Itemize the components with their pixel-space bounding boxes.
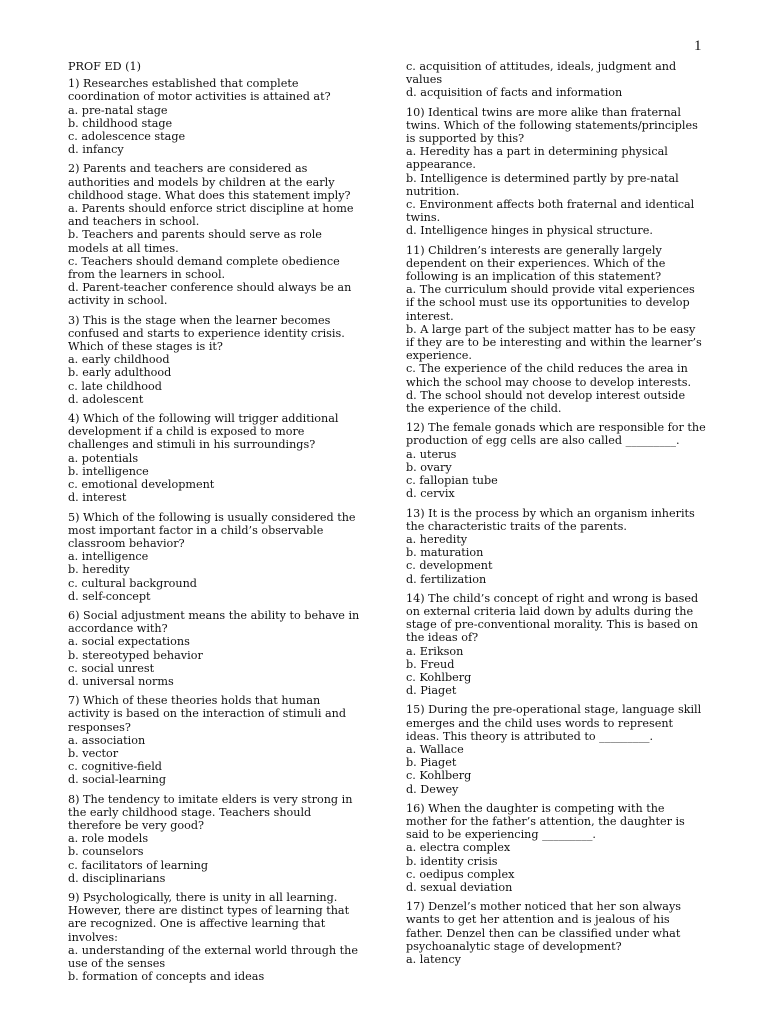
question-stem: 8) The tendency to imitate elders is very strong in the early childhood stage. Teachers should therefore be very good? [68,792,353,832]
question-stem: 12) The female gonads which are responsible for the production of egg cells are also called _________. [406,421,706,448]
question-block [68,77,364,156]
answer-option: c. cultural background [68,576,197,590]
question-block [68,314,364,406]
answer-option: c. cognitive-field [68,760,162,774]
answer-option: b. identity crisis [406,854,498,868]
answer-option: c. acquisition of attitudes, ideals, judgment and values [406,60,677,87]
answer-option: d. Dewey [406,782,459,796]
left-question-list [68,77,364,983]
question-block [406,106,706,238]
question-stem: 15) During the pre-operational stage, language skill emerges and the child uses words to represent ideas. This theory is attributed to _________. [406,703,702,743]
answer-option: c. facilitators of learning [68,858,209,872]
question-block [406,507,706,586]
answer-option: d. interest [68,491,127,505]
answer-option: a. uterus [406,447,457,461]
question-stem: 13) It is the process by which an organism inherits the characteristic traits of the parents. [406,506,695,533]
answer-option: b. maturation [406,546,484,560]
answer-option: b. heredity [68,563,130,577]
question-block [406,244,706,416]
answer-option: d. acquisition of facts and information [406,86,623,100]
question-block [68,891,364,983]
answer-option: d. universal norms [68,674,174,688]
answer-option: b. A large part of the subject matter has to be easy if they are to be interesting and within the learner’s experience. [406,322,702,363]
answer-option: b. childhood stage [68,116,173,130]
answer-option: d. social-learning [68,773,166,787]
answer-option: b. counselors [68,845,144,859]
document-title: PROF ED (1) [68,60,141,73]
answer-option: b. intelligence [68,464,149,478]
question-block [406,592,706,698]
answer-option: d. Intelligence hinges in physical structure. [406,224,653,238]
answer-option: c. social unrest [68,661,155,675]
answer-option: c. late childhood [68,379,162,393]
answer-option: c. Teachers should demand complete obedience from the learners in school. [68,254,340,282]
answer-option: c. emotional development [68,478,215,492]
question-9-continuation [406,60,706,100]
answer-option: a. Parents should enforce strict discipline at home and teachers in school. [68,202,354,229]
question-block [406,900,706,966]
question-block [68,793,364,885]
question-stem: 9) Psychologically, there is unity in all learning. However, there are distinct types of learning that are recognized. One is affective learning that involves: [68,890,350,944]
question-stem: 16) When the daughter is competing with the mother for the father’s attention, the daughter is said to be experiencing _________. [406,801,685,842]
answer-option: a. pre-natal stage [68,103,168,117]
right-question-list [406,106,706,967]
answer-option: b. early adulthood [68,366,172,380]
page-number: 1 [694,38,702,54]
question-block [68,694,364,786]
answer-option: b. Intelligence is determined partly by pre-natal nutrition. [406,171,679,198]
answer-option: b. Freud [406,657,455,671]
question-stem: 4) Which of the following will trigger additional development if a child is exposed to more challenges and stimuli in his surroundings? [68,412,339,452]
answer-option: d. infancy [68,143,124,157]
answer-option: a. early childhood [68,353,170,367]
answer-option: a. Wallace [406,742,464,756]
answer-option: c. oedipus complex [406,867,515,881]
question-block [406,703,706,795]
answer-option: c. adolescence stage [68,130,186,144]
answer-option: b. ovary [406,460,452,474]
answer-option: a. Heredity has a part in determining physical appearance. [406,145,668,172]
answer-option: a. social expectations [68,635,190,649]
answer-option: a. electra complex [406,841,511,855]
question-block [68,412,364,504]
question-block [406,421,706,500]
answer-option: b. Piaget [406,756,457,770]
question-block [68,609,364,688]
answer-option: a. latency [406,953,461,966]
answer-option: b. Teachers and parents should serve as role models at all times. [68,228,322,255]
answer-option: c. The experience of the child reduces the area in which the school may choose to develop interests. [406,362,692,389]
question-stem: 5) Which of the following is usually considered the most important factor in a child’s observable classroom behavior? [68,510,356,550]
question-stem: 14) The child’s concept of right and wrong is based on external criteria laid down by adults during the stage of pre-conventional morality. This is based on the ideas of? [406,591,699,645]
answer-option: a. understanding of the external world through the use of the senses [68,943,359,970]
answer-option: d. Piaget [406,684,457,698]
question-stem: 10) Identical twins are more alike than fraternal twins. Which of the following statements/principles is supported by this? [406,105,698,146]
answer-option: d. adolescent [68,392,144,406]
question-stem: 1) Researches established that complete coordination of motor activities is attained at? [68,77,331,104]
answer-option: c. Kohlberg [406,670,472,684]
question-stem: 3) This is the stage when the learner becomes confused and starts to experience identity crisis. Which of these stages is it? [68,313,345,354]
question-stem: 17) Denzel’s mother noticed that her son always wants to get her attention and is jealous of his father. Denzel then can be classified under what psychoanalytic stage of development? [406,900,682,953]
right-column [406,60,706,972]
answer-option: d. sexual deviation [406,880,513,894]
answer-option: c. Environment affects both fraternal and identical twins. [406,198,695,225]
answer-option: d. disciplinarians [68,871,166,885]
question-block [68,511,364,603]
question-stem: 11) Children’s interests are generally largely dependent on their experiences. Which of the following is an implication of this statement? [406,243,666,284]
answer-option: d. The school should not develop interest outside the experience of the child. [406,388,686,416]
question-stem: 7) Which of these theories holds that human activity is based on the interaction of stimuli and responses? [68,694,347,734]
answer-option: c. development [406,559,493,573]
answer-option: b. formation of concepts and ideas [68,970,265,984]
answer-option: d. fertilization [406,572,487,586]
question-stem: 6) Social adjustment means the ability to behave in accordance with? [68,608,360,636]
answer-option: d. self-concept [68,589,151,603]
answer-option: c. fallopian tube [406,474,498,488]
answer-option: c. Kohlberg [406,769,472,783]
answer-option: a. heredity [406,532,468,546]
answer-option: a. association [68,733,146,747]
question-block [406,802,706,894]
answer-option: d. cervix [406,487,455,501]
answer-option: d. Parent-teacher conference should always be an activity in school. [68,281,352,308]
answer-option: a. Erikson [406,644,464,658]
answer-option: b. stereotyped behavior [68,648,203,662]
answer-option: a. role models [68,832,149,846]
answer-option: a. The curriculum should provide vital experiences if the school must use its opportunities to develop interest. [406,283,695,323]
answer-option: a. potentials [68,451,139,465]
answer-option: a. intelligence [68,550,149,564]
answer-option: b. vector [68,746,119,760]
question-block [68,162,364,307]
question-stem: 2) Parents and teachers are considered as authorities and models by children at the early childhood stage. What does this statement imply? [68,162,351,202]
left-column [68,60,364,989]
